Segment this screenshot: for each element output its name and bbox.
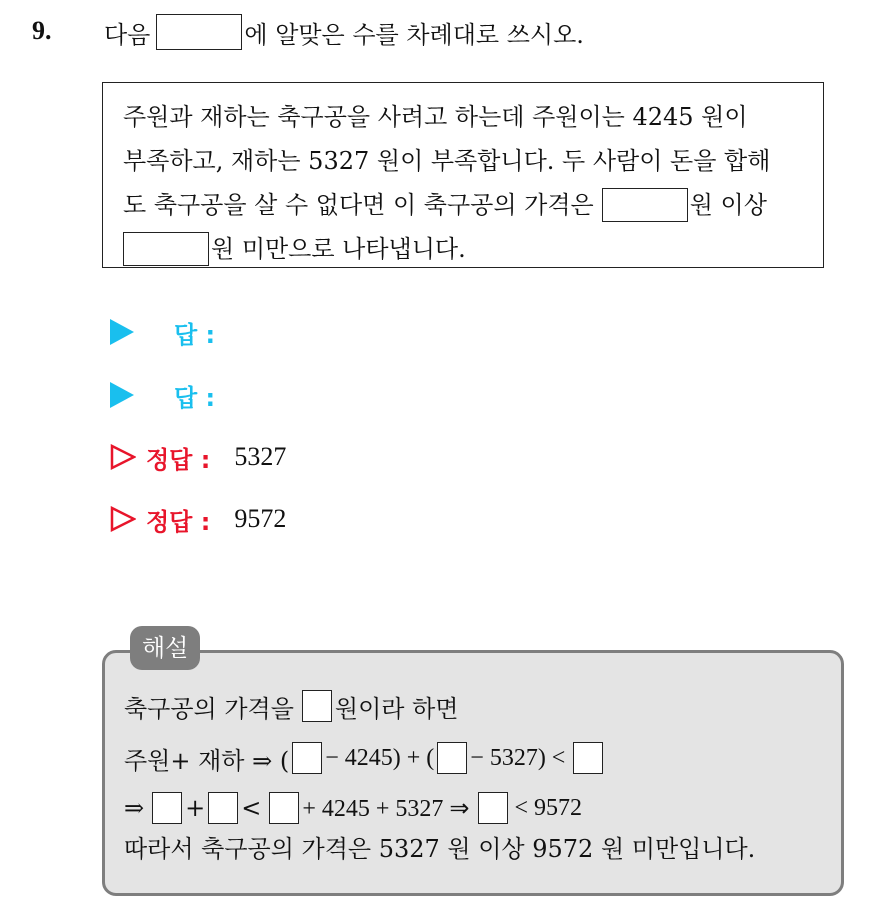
solution-line-3-part-c: <	[241, 794, 262, 822]
problem-line-3-text: 도 축구공을 살 수 없다면 이 축구공의 가격은	[123, 191, 594, 219]
question-instruction	[104, 14, 584, 50]
problem-line-2-text: 부족하고, 재하는 5327 원이 부족합니다. 두 사람이 돈을 합해	[123, 147, 771, 175]
problem-line-3-suffix: 원 이상	[689, 191, 767, 219]
correct-answer-2	[110, 502, 286, 536]
correct-answer-1	[110, 440, 286, 474]
solution-line-4-text: 따라서 축구공의 가격은 5327 원 이상 9572 원 미만입니다.	[124, 834, 756, 863]
solution-blank	[573, 742, 603, 774]
solution-blank	[302, 690, 332, 722]
solution-line-1-suffix: 원이라 하면	[334, 694, 459, 723]
solution-line-2-part-a: 주원+ 재하 ⇒ (	[124, 746, 290, 775]
answer-prompt-1[interactable]	[110, 315, 215, 349]
solution-blank	[478, 792, 508, 824]
solution-blank	[437, 742, 467, 774]
solution-line-3-part-b: +	[185, 794, 206, 822]
solution-tab-label: 해설	[130, 626, 200, 670]
solution-line-4	[124, 826, 755, 866]
answer-label-2: 답 :	[174, 383, 216, 412]
solution-line-3-part-e: < 9572	[514, 794, 583, 821]
correct-answer-label-1: 정답 :	[146, 445, 211, 474]
correct-answer-label-2: 정답 :	[146, 507, 211, 536]
play-triangle-icon	[110, 319, 134, 345]
solution-blank	[152, 792, 182, 824]
problem-line-3	[123, 183, 805, 227]
answer-blank-2[interactable]	[123, 232, 209, 266]
instruction-text-after: 에 알맞은 수를 차례대로 쓰시오.	[244, 20, 584, 49]
solution-line-2-part-c: − 5327) <	[470, 744, 566, 771]
outline-triangle-icon	[110, 506, 136, 532]
solution-line-2-part-b: − 4245) + (	[325, 744, 435, 771]
instruction-text-before: 다음	[104, 20, 151, 49]
problem-line-2	[123, 139, 805, 183]
solution-blank	[292, 742, 322, 774]
correct-answer-value-2: 9572	[234, 504, 287, 533]
problem-line-4	[123, 227, 805, 271]
play-triangle-icon	[110, 382, 134, 408]
solution-blank	[208, 792, 238, 824]
instruction-blank-box	[156, 14, 242, 50]
solution-line-3-part-a: ⇒	[124, 794, 145, 822]
solution-line-1	[124, 686, 458, 726]
solution-line-3	[124, 788, 582, 828]
question-number: 9.	[32, 16, 52, 45]
problem-line-1	[123, 95, 805, 139]
problem-line-1-text: 주원과 재하는 축구공을 사려고 하는데 주원이는 4245 원이	[123, 103, 748, 131]
answer-blank-1[interactable]	[602, 188, 688, 222]
solution-blank	[269, 792, 299, 824]
solution-line-3-part-d: + 4245 + 5327 ⇒	[302, 795, 470, 822]
problem-box	[102, 82, 824, 268]
outline-triangle-icon	[110, 444, 136, 470]
answer-prompt-2[interactable]	[110, 378, 215, 412]
problem-line-4-text: 원 미만으로 나타냅니다.	[211, 235, 466, 263]
solution-line-1-text: 축구공의 가격을	[124, 694, 294, 723]
correct-answer-value-1: 5327	[234, 442, 287, 471]
answer-label-1: 답 :	[174, 320, 216, 349]
solution-line-2	[124, 738, 606, 778]
